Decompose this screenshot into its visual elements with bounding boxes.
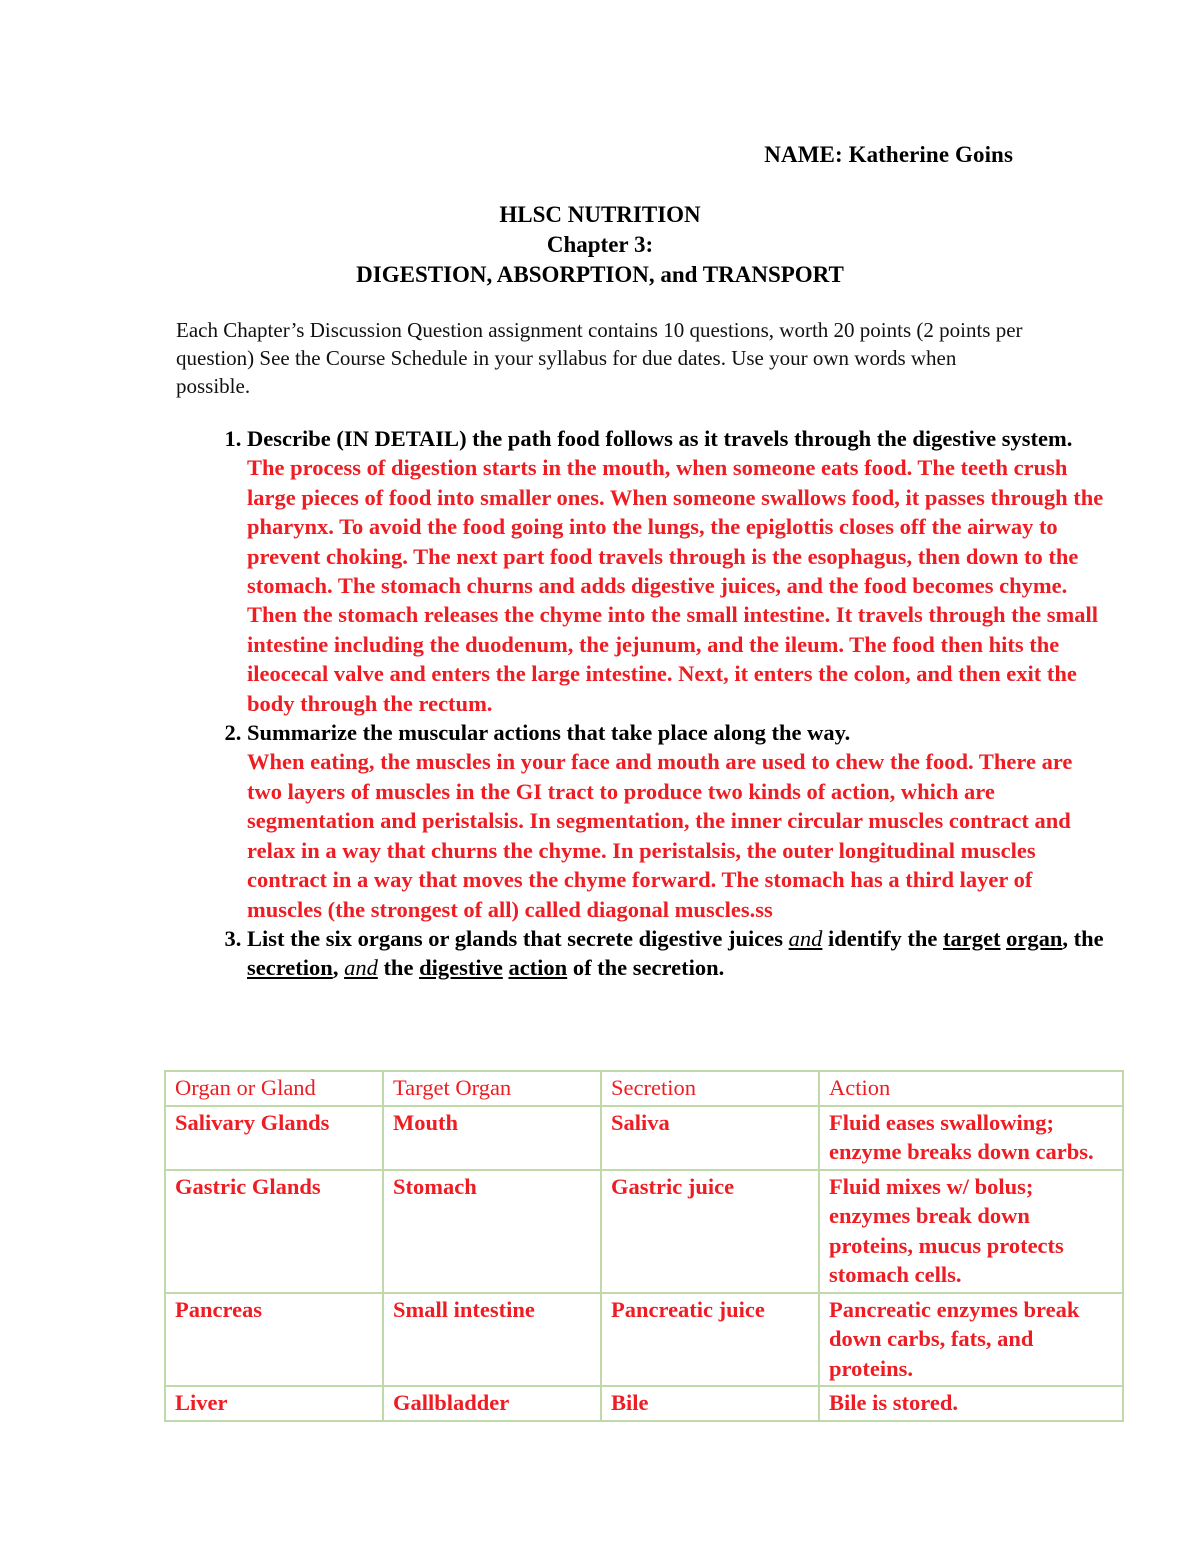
table-cell: Salivary Glands xyxy=(165,1106,383,1170)
table-row xyxy=(165,1386,1123,1421)
table-cell: Bile xyxy=(601,1386,819,1421)
table-row xyxy=(165,1293,1123,1387)
digestive-secretions-table xyxy=(164,1070,1124,1422)
document-title xyxy=(0,200,1200,290)
question-item xyxy=(247,718,1107,924)
table-cell: Small intestine xyxy=(383,1293,601,1387)
course-title: HLSC NUTRITION xyxy=(499,202,701,227)
header-cell: Organ or Gland xyxy=(165,1071,383,1106)
question-text: List the six organs or glands that secrete digestive juices and identify the target organ, the secretion, and the digestive action of the secretion. xyxy=(247,925,1104,981)
chapter-title: DIGESTION, ABSORPTION, and TRANSPORT xyxy=(356,262,844,287)
table-header-row xyxy=(165,1071,1123,1106)
table-cell: Stomach xyxy=(383,1170,601,1293)
table-row xyxy=(165,1106,1123,1170)
table-cell: Bile is stored. xyxy=(819,1386,1123,1421)
header-cell: Target Organ xyxy=(383,1071,601,1106)
question-item xyxy=(247,424,1107,718)
question-text: Describe (IN DETAIL) the path food follows as it travels through the digestive system. xyxy=(247,426,1073,451)
table-cell: Pancreas xyxy=(165,1293,383,1387)
table-cell: Pancreatic juice xyxy=(601,1293,819,1387)
question-text: Summarize the muscular actions that take place along the way. xyxy=(247,720,851,746)
table-cell: Pancreatic enzymes break down carbs, fats, and proteins. xyxy=(819,1293,1123,1387)
table-cell: Gastric Glands xyxy=(165,1170,383,1293)
table-cell: Mouth xyxy=(383,1106,601,1170)
question-list xyxy=(176,424,1107,983)
header-cell: Secretion xyxy=(601,1071,819,1106)
student-name: NAME: Katherine Goins xyxy=(764,142,1013,167)
table-cell: Gallbladder xyxy=(383,1386,601,1421)
chapter-label: Chapter 3: xyxy=(546,232,654,257)
table-cell: Fluid eases swallowing; enzyme breaks down carbs. xyxy=(819,1106,1123,1170)
header-cell: Action xyxy=(819,1071,1123,1106)
answer-text: The process of digestion starts in the mouth, when someone eats food. The teeth crush large pieces of food into smaller ones. When someone swallows food, it passes through the pharynx. To avoid the food going into the lungs, the epiglottis closes off the airway to prevent choking. The next part food travels through is the esophagus, then down to the stomach. The stomach churns and adds digestive juices, and the food becomes chyme. Then the stomach releases the chyme into the small intestine. It travels through the small intestine including the duodenum, the jejunum, and the ileum. The food then hits the ileocecal valve and enters the large intestine. Next, it enters the colon, and then exit the body through the rectum. xyxy=(247,455,1104,716)
assignment-instructions: Each Chapter’s Discussion Question assignment contains 10 questions, worth 20 points (2 points per question) See the Course Schedule in your syllabus for due dates. Use your own words when possible. xyxy=(176,318,1023,398)
question-item xyxy=(247,924,1107,983)
table-cell: Saliva xyxy=(601,1106,819,1170)
table-cell: Gastric juice xyxy=(601,1170,819,1293)
table-cell: Fluid mixes w/ bolus; enzymes break down proteins, mucus protects stomach cells. xyxy=(819,1170,1123,1293)
table-cell: Liver xyxy=(165,1386,383,1421)
answer-text: When eating, the muscles in your face and mouth are used to chew the food. There are two layers of muscles in the GI tract to produce two kinds of action, which are segmentation and peristalsis. In segmentation, the inner circular muscles contract and relax in a way that churns the chyme. In peristalsis, the outer longitudinal muscles contract in a way that moves the chyme forward. The stomach has a third layer of muscles (the strongest of all) called diagonal muscles.ss xyxy=(247,749,1073,922)
table-row xyxy=(165,1170,1123,1293)
